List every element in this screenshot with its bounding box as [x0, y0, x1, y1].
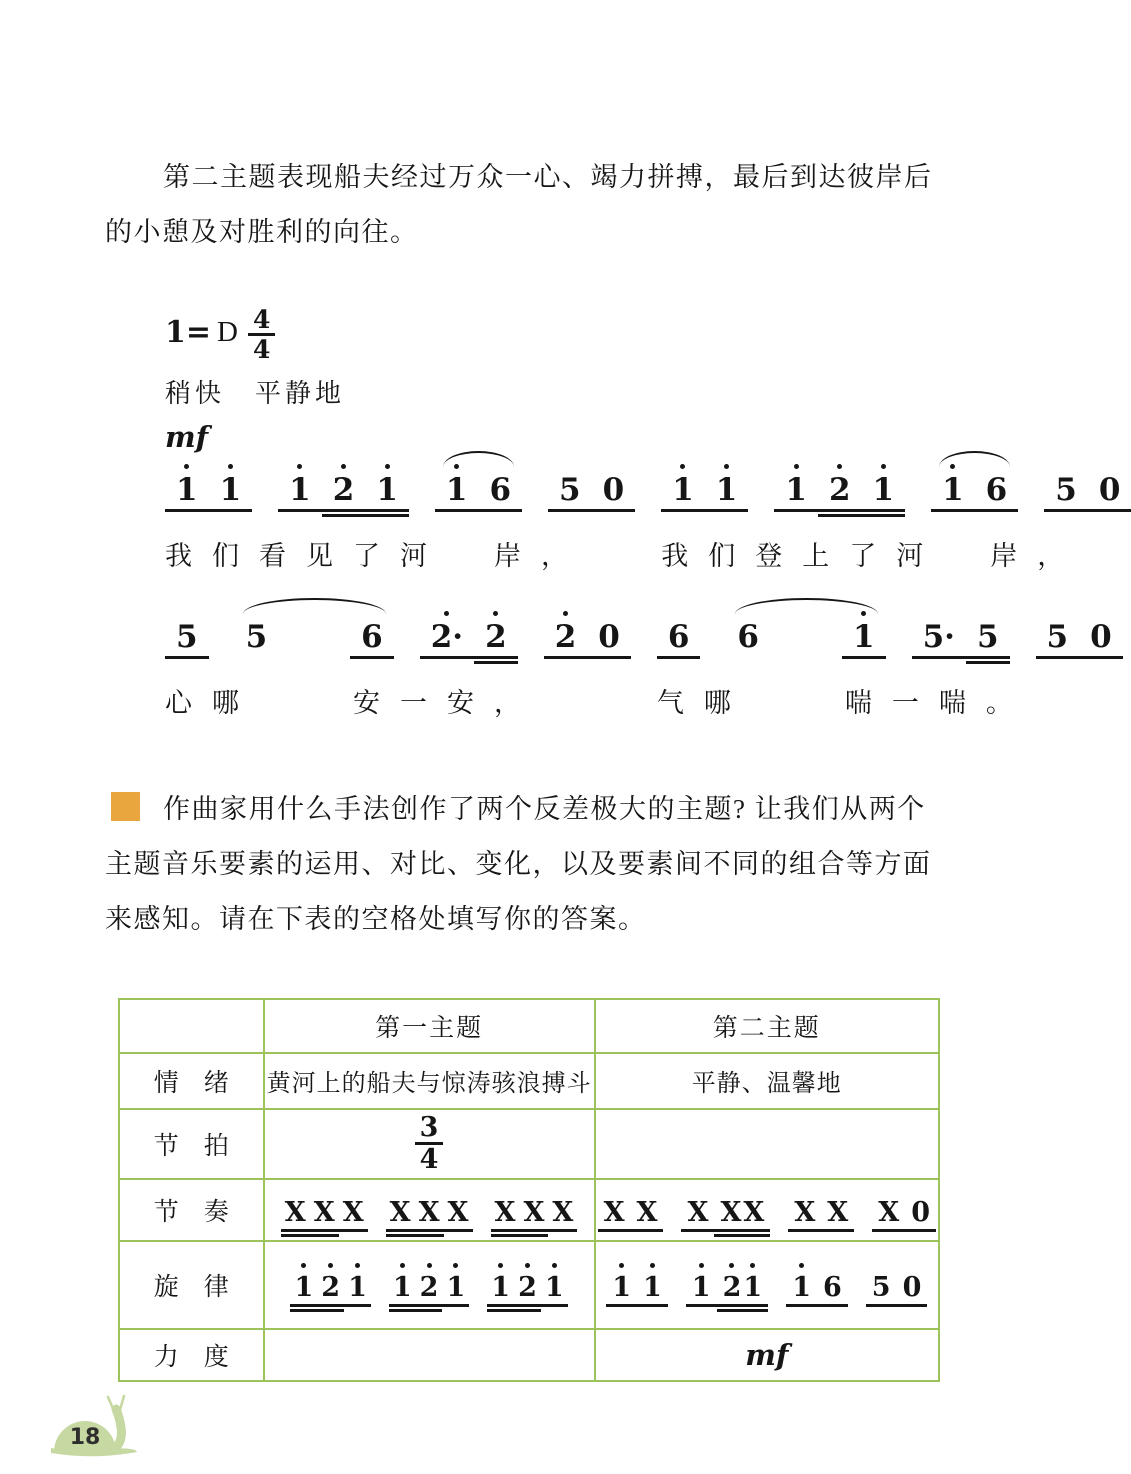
- notation-row: [165, 609, 631, 669]
- octave-dot: [228, 464, 233, 469]
- note-group: [1036, 611, 1123, 653]
- note-number: 0: [1098, 471, 1121, 508]
- measure: [165, 609, 631, 720]
- table-row: [119, 1109, 939, 1179]
- score-section: [165, 304, 1121, 720]
- note: [788, 1188, 821, 1226]
- note-number: 6: [822, 1271, 842, 1303]
- octave-dot: [680, 464, 685, 469]
- notation-row: [661, 462, 1131, 522]
- note: [442, 1263, 469, 1301]
- note-number: 0: [602, 471, 625, 508]
- note: [872, 1188, 905, 1226]
- octave-dot: [427, 1263, 432, 1268]
- notation-row: [606, 1261, 927, 1315]
- note: [931, 464, 975, 506]
- octave-dot: [619, 1263, 624, 1268]
- note-number: X: [523, 1196, 545, 1228]
- octave-dot: [328, 1263, 333, 1268]
- note: [548, 464, 592, 506]
- row-label-cell: 情 绪: [119, 1053, 264, 1109]
- note-group: [544, 611, 631, 653]
- note-number: 1: [872, 471, 895, 508]
- note: [975, 464, 1019, 506]
- note: [786, 1263, 817, 1301]
- note-number: 1: [853, 618, 875, 655]
- table-cell: [595, 1329, 939, 1381]
- note-number: X: [494, 1196, 516, 1228]
- note-group: [281, 1188, 368, 1226]
- note-group: [235, 611, 279, 653]
- time-beats: 4: [248, 307, 275, 337]
- octave-dot: [444, 611, 449, 616]
- fraction-denominator: 4: [419, 1144, 439, 1176]
- notation-row: [165, 462, 635, 522]
- note-number: 1: [942, 471, 964, 508]
- octave-dot: [498, 1263, 503, 1268]
- note-number: 5: [1046, 618, 1069, 655]
- octave-dot: [301, 1263, 306, 1268]
- note: [598, 1188, 631, 1226]
- note-number: 6: [489, 471, 512, 508]
- score-line: [165, 609, 1112, 720]
- note: [344, 1263, 371, 1301]
- note: [235, 611, 279, 653]
- fraction-numerator: 3: [415, 1114, 444, 1146]
- page-number-snail: [46, 1394, 140, 1465]
- note-number: 2: [518, 1271, 537, 1303]
- note-number: 1: [219, 471, 242, 508]
- note: [1079, 611, 1123, 653]
- table-row: [119, 1053, 939, 1109]
- note-group: [491, 1188, 578, 1226]
- note: [541, 1263, 568, 1301]
- note-number: X: [603, 1196, 625, 1228]
- note-number: X: [447, 1196, 469, 1228]
- note: [389, 1263, 416, 1301]
- key-signature: [165, 304, 940, 365]
- note-number: 0: [1090, 618, 1112, 655]
- note-group: [912, 611, 1010, 653]
- octave-dot: [650, 1263, 655, 1268]
- note-group: [786, 1263, 848, 1301]
- note: [866, 1263, 897, 1301]
- note: [897, 1263, 928, 1301]
- note-number: 5: [871, 1271, 891, 1303]
- note: [165, 611, 209, 653]
- note-group: [598, 1188, 664, 1226]
- note-number: 5: [245, 618, 268, 655]
- note: [386, 1188, 415, 1226]
- note-number: 1: [446, 1271, 466, 1303]
- cell-text: 黄河上的船夫与惊涛骇浪搏斗: [266, 1071, 592, 1098]
- note-number: 1: [294, 1271, 314, 1303]
- note: [842, 611, 886, 653]
- note: [322, 464, 366, 506]
- note-group: [657, 611, 701, 653]
- table-cell: [264, 1179, 595, 1241]
- note-number: 5: [559, 471, 581, 508]
- note-group: [548, 464, 635, 506]
- table-body: [119, 1053, 939, 1381]
- note-group: [389, 1263, 469, 1301]
- note-number: 1: [715, 471, 738, 508]
- note: [726, 611, 770, 653]
- note: [420, 611, 474, 653]
- row-label-cell: 节 拍: [119, 1109, 264, 1179]
- note-number: 2: [485, 618, 507, 655]
- note-number: X: [743, 1196, 765, 1228]
- octave-dot: [297, 464, 302, 469]
- note-number: X: [418, 1196, 440, 1228]
- table-row: [119, 1329, 939, 1381]
- notation-row: [281, 1186, 578, 1240]
- note-group: [681, 1188, 770, 1226]
- note-number: 2: [722, 1271, 742, 1303]
- note-number: 1: [792, 1271, 811, 1303]
- note-number: 5·: [922, 618, 955, 655]
- note: [317, 1263, 344, 1301]
- note-number: 1: [176, 471, 198, 508]
- note: [912, 611, 966, 653]
- table-cell: [264, 1109, 595, 1179]
- key-prefix: 1=: [165, 315, 212, 351]
- note-number: 6: [985, 471, 1008, 508]
- row-label-cell: 力 度: [119, 1329, 264, 1381]
- question-paragraph: 作曲家用什么手法创作了两个反差极大的主题? 让我们从两个主题音乐要素的运用、对比、变化，以及要素间不同的组合等方面来感知。请在下表的空格处填写你的答案。: [105, 793, 932, 935]
- note: [548, 1188, 577, 1226]
- note-number: 1: [743, 1271, 763, 1303]
- octave-dot: [355, 1263, 360, 1268]
- table-cell: [595, 1241, 939, 1329]
- dynamic-marking: mf: [165, 419, 209, 454]
- note-number: X: [878, 1196, 900, 1228]
- note-number: X: [342, 1196, 364, 1228]
- note-group: [290, 1263, 370, 1301]
- table-cell: [595, 1109, 939, 1179]
- lyrics-line: 气哪 喘一喘。: [656, 687, 1033, 718]
- note: [519, 1188, 548, 1226]
- note-group: [842, 611, 886, 653]
- note-number: 1: [691, 1271, 711, 1303]
- note-number: 5: [976, 618, 999, 655]
- note: [514, 1263, 541, 1301]
- note: [339, 1188, 368, 1226]
- note: [966, 611, 1010, 653]
- note: [631, 1188, 664, 1226]
- note-number: 1: [491, 1271, 511, 1303]
- octave-dot: [881, 464, 886, 469]
- note-group: [386, 1188, 473, 1226]
- note-number: 0: [598, 618, 620, 655]
- key-letter: D: [217, 316, 238, 349]
- note-number: 1: [392, 1271, 412, 1303]
- octave-dot: [184, 464, 189, 469]
- note-number: 5: [1055, 471, 1077, 508]
- measure: [165, 462, 635, 573]
- lyrics-line: 我们看见了河 岸，: [165, 540, 588, 571]
- lyrics-line: 心哪 安一安，: [165, 687, 541, 718]
- note-number: X: [636, 1196, 658, 1228]
- question-section: [105, 782, 940, 948]
- note-group: [661, 464, 748, 506]
- octave-dot: [699, 1263, 704, 1268]
- note: [817, 1263, 848, 1301]
- note-number: 2·: [430, 618, 464, 655]
- table-cell: [595, 1053, 939, 1109]
- note-group: [435, 464, 522, 506]
- header-cell-theme1: 第一主题: [264, 999, 595, 1053]
- note-group: [606, 1263, 668, 1301]
- cell-text: 平静、温馨地: [691, 1071, 842, 1098]
- octave-dot: [493, 611, 498, 616]
- header-cell-theme2: 第二主题: [595, 999, 939, 1053]
- note-number: 1: [348, 1271, 367, 1303]
- note: [435, 464, 479, 506]
- octave-dot: [552, 1263, 557, 1268]
- header-cell-empty: [119, 999, 264, 1053]
- octave-dot: [750, 1263, 755, 1268]
- note: [444, 1188, 473, 1226]
- note: [310, 1188, 339, 1226]
- note-group: [774, 464, 905, 506]
- note-number: 1: [785, 471, 807, 508]
- note-number: 1: [544, 1271, 564, 1303]
- note-number: 1: [376, 471, 398, 508]
- note-group: [788, 1188, 854, 1226]
- note-group: [165, 464, 252, 506]
- note-number: X: [720, 1196, 742, 1228]
- note-number: 2: [419, 1271, 439, 1303]
- note-number: X: [313, 1196, 335, 1228]
- note-number: X: [687, 1196, 709, 1228]
- note: [491, 1188, 520, 1226]
- note-group: [278, 464, 409, 506]
- note-number: 1: [612, 1271, 631, 1303]
- table-cell: [264, 1053, 595, 1109]
- octave-dot: [563, 611, 568, 616]
- table-cell: [264, 1329, 595, 1381]
- note: [281, 1188, 310, 1226]
- table-cell: [264, 1241, 595, 1329]
- octave-dot: [525, 1263, 530, 1268]
- note: [821, 1188, 854, 1226]
- octave-dot: [837, 464, 842, 469]
- note: [737, 1263, 768, 1301]
- note-number: 6: [361, 618, 383, 655]
- note-number: 1: [445, 471, 468, 508]
- note: [165, 464, 209, 506]
- octave-dot: [400, 1263, 405, 1268]
- note-number: X: [827, 1196, 849, 1228]
- notation-row: [657, 609, 1123, 669]
- dynamic-line: [165, 420, 940, 454]
- note-number: 2: [554, 618, 577, 655]
- note-number: 1: [672, 471, 694, 508]
- table-row: [119, 1179, 939, 1241]
- note-number: X: [552, 1196, 574, 1228]
- octave-dot: [453, 1263, 458, 1268]
- note: [862, 464, 906, 506]
- score-lines: [165, 462, 1121, 720]
- note-number: X: [794, 1196, 816, 1228]
- note-number: 0: [902, 1271, 922, 1303]
- tempo-marking: 稍快 平静地: [165, 378, 346, 408]
- note: [705, 464, 749, 506]
- note-number: 2: [332, 471, 355, 508]
- table-cell: [595, 1179, 939, 1241]
- note-group: [165, 611, 209, 653]
- note: [415, 1188, 444, 1226]
- note: [1044, 464, 1088, 506]
- note: [544, 611, 588, 653]
- comparison-table: [118, 998, 940, 1382]
- note-number: 0: [911, 1196, 930, 1228]
- score-line: [165, 462, 1121, 573]
- note: [774, 464, 818, 506]
- note: [686, 1263, 717, 1301]
- note: [278, 464, 322, 506]
- note-number: 6: [667, 618, 690, 655]
- notation-row: [598, 1186, 936, 1240]
- row-label-cell: 节 奏: [119, 1179, 264, 1241]
- note: [1088, 464, 1131, 506]
- note-group: [931, 464, 1018, 506]
- measure: [657, 609, 1123, 720]
- lyrics-line: 我们登上了河 岸，: [661, 540, 1085, 571]
- dynamic-marking: mf: [745, 1337, 789, 1372]
- octave-dot: [794, 464, 799, 469]
- note-group: [686, 1263, 768, 1301]
- note-group: [872, 1188, 936, 1226]
- measure: [661, 462, 1131, 573]
- note: [661, 464, 705, 506]
- slur-arc: [243, 598, 386, 614]
- note-group: [420, 611, 518, 653]
- time-unit: 4: [252, 335, 271, 365]
- note: [350, 611, 394, 653]
- note-group: [726, 611, 770, 653]
- snail-icon: [46, 1394, 140, 1460]
- time-signature: [248, 304, 275, 365]
- octave-dot: [724, 464, 729, 469]
- note-number: 1: [643, 1271, 662, 1303]
- note-group: [866, 1263, 928, 1301]
- meter-fraction: [415, 1111, 444, 1176]
- intro-paragraph: 第二主题表现船夫经过万众一心、竭力拼搏，最后到达彼岸后的小憩及对胜利的向往。: [105, 162, 933, 248]
- note-number: 2: [828, 471, 851, 508]
- note: [478, 464, 522, 506]
- notation-row: [290, 1261, 567, 1315]
- table-header-row: [119, 999, 939, 1053]
- note: [487, 1263, 514, 1301]
- note: [592, 464, 636, 506]
- note-number: 6: [737, 618, 759, 655]
- table-row: [119, 1241, 939, 1329]
- note: [681, 1188, 714, 1226]
- note: [416, 1263, 443, 1301]
- orange-square-bullet-icon: [111, 792, 140, 821]
- octave-dot: [729, 1263, 734, 1268]
- note-number: 1: [289, 471, 311, 508]
- page-number: 18: [69, 1425, 101, 1450]
- note: [474, 611, 518, 653]
- note: [657, 611, 701, 653]
- note: [637, 1263, 668, 1301]
- slur-arc: [735, 598, 878, 614]
- row-label-cell: 旋 律: [119, 1241, 264, 1329]
- octave-dot: [799, 1263, 804, 1268]
- note: [737, 1188, 770, 1226]
- octave-dot: [341, 464, 346, 469]
- note-number: X: [284, 1196, 306, 1228]
- note: [587, 611, 631, 653]
- note: [209, 464, 253, 506]
- note-number: 5: [176, 618, 198, 655]
- note-group: [1044, 464, 1131, 506]
- note: [290, 1263, 317, 1301]
- note: [818, 464, 862, 506]
- note: [1036, 611, 1080, 653]
- octave-dot: [385, 464, 390, 469]
- note-number: 2: [321, 1271, 341, 1303]
- note: [905, 1188, 936, 1226]
- note-group: [350, 611, 394, 653]
- note-group: [487, 1263, 567, 1301]
- slur-arc: [939, 451, 1010, 467]
- note: [606, 1263, 637, 1301]
- note: [365, 464, 409, 506]
- note-number: X: [389, 1196, 411, 1228]
